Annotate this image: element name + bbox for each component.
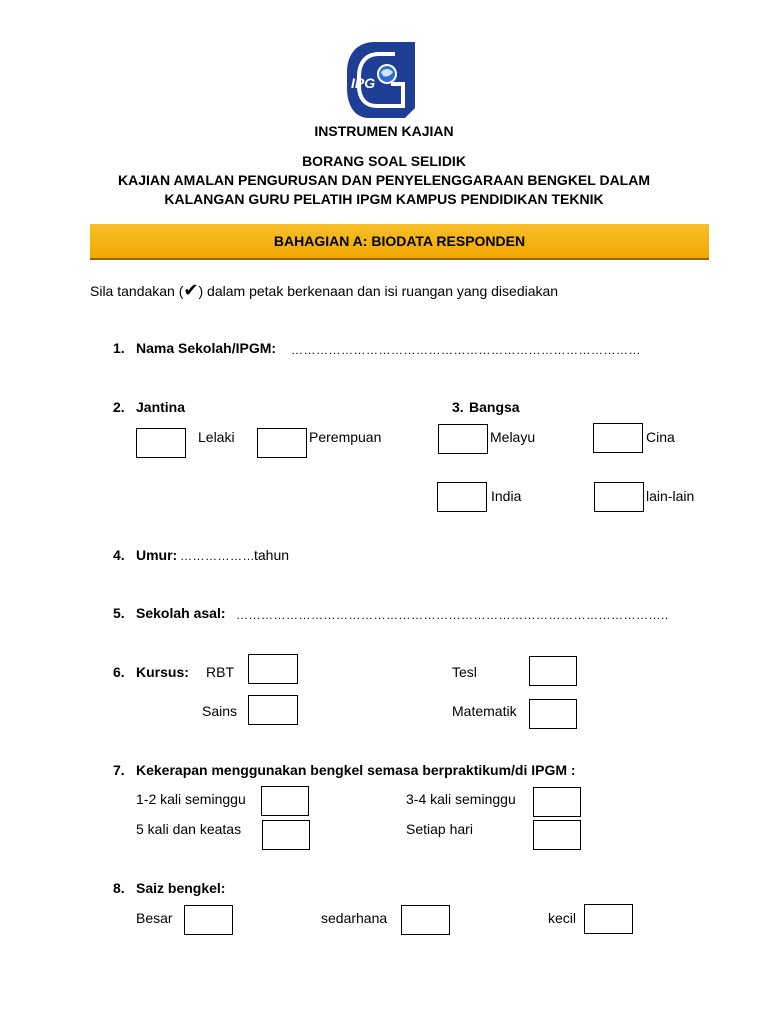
q5-label: Sekolah asal: — [136, 605, 226, 621]
instruction-before: Sila tandakan ( — [90, 283, 184, 299]
checkbox-india[interactable] — [437, 482, 487, 512]
checkbox-tesl[interactable] — [529, 656, 577, 686]
option-besar: Besar — [136, 910, 173, 926]
checkbox-sains[interactable] — [248, 695, 298, 725]
section-title: BAHAGIAN A: BIODATA RESPONDEN — [273, 233, 526, 249]
q4-number: 4. — [113, 547, 125, 563]
q8-number: 8. — [113, 880, 125, 896]
q4-label: Umur: — [136, 547, 178, 563]
checkbox-sedarhana[interactable] — [401, 905, 450, 935]
q1-number: 1. — [113, 340, 125, 356]
checkmark-icon: ✔ — [183, 280, 199, 301]
form-title: BORANG SOAL SELIDIK — [302, 153, 466, 169]
logo-text: IPG — [351, 75, 376, 91]
q4-fill-line[interactable]: ……………… — [180, 549, 255, 563]
option-india: India — [491, 488, 522, 504]
checkbox-melayu[interactable] — [438, 424, 488, 454]
study-title-line1: KAJIAN AMALAN PENGURUSAN DAN PENYELENGGARAAN BENGKEL DALAM — [117, 172, 651, 188]
instruction-after: ) dalam petak berkenaan dan isi ruangan yang disediakan — [198, 283, 559, 299]
option-tesl: Tesl — [452, 664, 477, 680]
checkbox-perempuan[interactable] — [257, 428, 307, 458]
option-3-4-kali: 3-4 kali seminggu — [406, 791, 516, 807]
checkbox-besar[interactable] — [184, 905, 233, 935]
checkbox-matematik[interactable] — [529, 699, 577, 729]
q2-number: 2. — [113, 399, 125, 415]
q3-number: 3. — [452, 399, 464, 415]
q1-fill-line[interactable]: ………………………………………………………………………… — [291, 343, 641, 357]
option-sains: Sains — [202, 703, 238, 719]
option-lain-lain: lain-lain — [646, 488, 695, 504]
ipg-logo — [345, 38, 417, 120]
checkbox-3-4-kali[interactable] — [533, 787, 581, 817]
instruction-text — [90, 280, 558, 301]
section-banner — [90, 224, 709, 260]
q6-number: 6. — [113, 664, 125, 680]
checkbox-1-2-kali[interactable] — [261, 786, 309, 816]
option-rbt: RBT — [206, 664, 234, 680]
q1-label: Nama Sekolah/IPGM: — [136, 340, 277, 356]
option-kecil: kecil — [548, 910, 577, 926]
option-perempuan: Perempuan — [309, 429, 382, 445]
q7-number: 7. — [113, 762, 125, 778]
checkbox-lelaki[interactable] — [136, 428, 186, 458]
q8-label: Saiz bengkel: — [136, 880, 226, 896]
checkbox-setiap-hari[interactable] — [533, 820, 581, 850]
checkbox-lain-lain[interactable] — [594, 482, 644, 512]
option-1-2-kali: 1-2 kali seminggu — [136, 791, 246, 807]
option-melayu: Melayu — [490, 429, 536, 445]
checkbox-kecil[interactable] — [584, 904, 633, 934]
option-setiap-hari: Setiap hari — [406, 821, 473, 837]
q6-label: Kursus: — [136, 664, 189, 680]
q2-label: Jantina — [136, 399, 186, 415]
option-lelaki: Lelaki — [198, 429, 235, 445]
q5-fill-line[interactable]: ………………………………………………………………………………………….. — [236, 608, 669, 622]
option-matematik: Matematik — [452, 703, 517, 719]
option-sedarhana: sedarhana — [321, 910, 388, 926]
checkbox-cina[interactable] — [593, 423, 643, 453]
q5-number: 5. — [113, 605, 125, 621]
option-5-kali: 5 kali dan keatas — [136, 821, 242, 837]
q4-unit: tahun — [254, 547, 290, 563]
study-title-line2: KALANGAN GURU PELATIH IPGM KAMPUS PENDIDIKAN TEKNIK — [164, 191, 604, 207]
q7-label: Kekerapan menggunakan bengkel semasa berpraktikum/di IPGM : — [136, 762, 576, 778]
option-cina: Cina — [646, 429, 675, 445]
checkbox-5-kali[interactable] — [262, 820, 310, 850]
instrument-title: INSTRUMEN KAJIAN — [314, 123, 454, 139]
checkbox-rbt[interactable] — [248, 654, 298, 684]
q3-label: Bangsa — [469, 399, 520, 415]
